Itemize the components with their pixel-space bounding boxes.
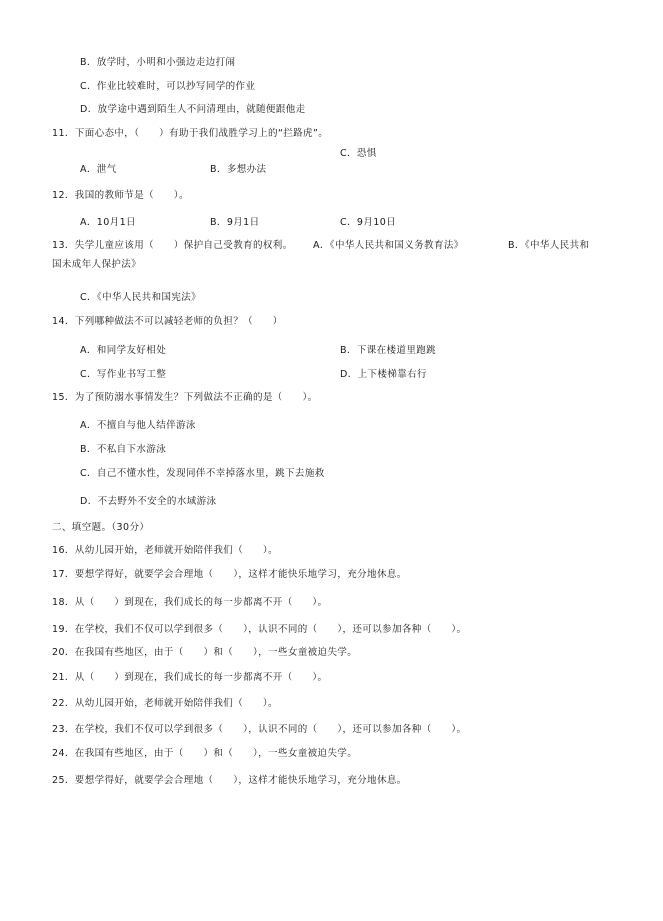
- fill-question-22: 22．从幼儿园开始，老师就开始陪伴我们（ ）。: [52, 698, 278, 709]
- fill-question-24: 24．在我国有些地区，由于（ ）和（ ），一些女童被迫失学。: [52, 748, 358, 759]
- q12-option-c: C．9月10日: [340, 217, 397, 228]
- q14-option-b: B．下课在楼道里跑跳: [340, 345, 437, 356]
- fill-question-25: 25．要想学得好，就要学会合理地（ ），这样才能快乐地学习，充分地休息。: [52, 775, 407, 786]
- q11-option-c: C．恐惧: [340, 148, 377, 159]
- q10-option-c: C．作业比较难时，可以抄写同学的作业: [80, 81, 256, 92]
- q11-stem: 11．下面心态中，（ ）有助于我们战胜学习上的“拦路虎”。: [52, 128, 329, 139]
- q11-option-a: A．泄气: [80, 164, 117, 175]
- section-title-fill-in: 二、填空题。（30分）: [52, 522, 150, 533]
- q14-option-a: A．和同学友好相处: [80, 345, 167, 356]
- q15-option-d: D．不去野外不安全的水域游泳: [80, 496, 217, 507]
- fill-question-23: 23．在学校，我们不仅可以学到很多（ ），认识不同的（ ），还可以参加各种（ ）。: [52, 724, 467, 735]
- q15-option-a: A．不擅自与他人结伴游泳: [80, 420, 196, 431]
- fill-question-21: 21．从（ ）到现在，我们成长的每一步都离不开（ ）。: [52, 672, 328, 683]
- q13-option-a: A．《中华人民共和国义务教育法》: [313, 240, 464, 251]
- fill-question-18: 18．从（ ）到现在，我们成长的每一步都离不开（ ）。: [52, 597, 328, 608]
- q13-stem: 13．失学儿童应该用（ ）保护自己受教育的权利。: [52, 240, 293, 251]
- fill-question-19: 19．在学校，我们不仅可以学到很多（ ），认识不同的（ ），还可以参加各种（ ）。: [52, 624, 467, 635]
- q14-option-d: D．上下楼梯靠右行: [340, 369, 427, 380]
- q12-stem: 12．我国的教师节是（ ）。: [52, 190, 189, 201]
- q10-option-d: D．放学途中遇到陌生人不问清理由，就随便跟他走: [80, 104, 306, 115]
- q13-option-b-continued: 国未成年人保护法》: [52, 259, 142, 270]
- q13-option-c: C．《中华人民共和国宪法》: [80, 292, 202, 303]
- q15-option-b: B．不私自下水游泳: [80, 444, 167, 455]
- q14-option-c: C．写作业书写工整: [80, 369, 167, 380]
- q14-stem: 14．下列哪种做法不可以减轻老师的负担？（ ）: [52, 316, 283, 327]
- q10-option-b: B．放学时，小明和小强边走边打闹: [80, 57, 236, 68]
- q11-option-b: B．多想办法: [210, 164, 267, 175]
- q15-option-c: C．自己不懂水性，发现同伴不幸掉落水里，跳下去施救: [80, 468, 325, 479]
- fill-question-17: 17．要想学得好，就要学会合理地（ ），这样才能快乐地学习，充分地休息。: [52, 569, 407, 580]
- q12-option-b: B．9月1日: [210, 217, 260, 228]
- fill-question-20: 20．在我国有些地区，由于（ ）和（ ），一些女童被迫失学。: [52, 647, 358, 658]
- q13-option-b: B．《中华人民共和: [508, 240, 590, 251]
- fill-question-16: 16．从幼儿园开始，老师就开始陪伴我们（ ）。: [52, 545, 278, 556]
- q12-option-a: A．10月1日: [80, 217, 136, 228]
- q15-stem: 15．为了预防溺水事情发生？下列做法不正确的是（ ）。: [52, 392, 318, 403]
